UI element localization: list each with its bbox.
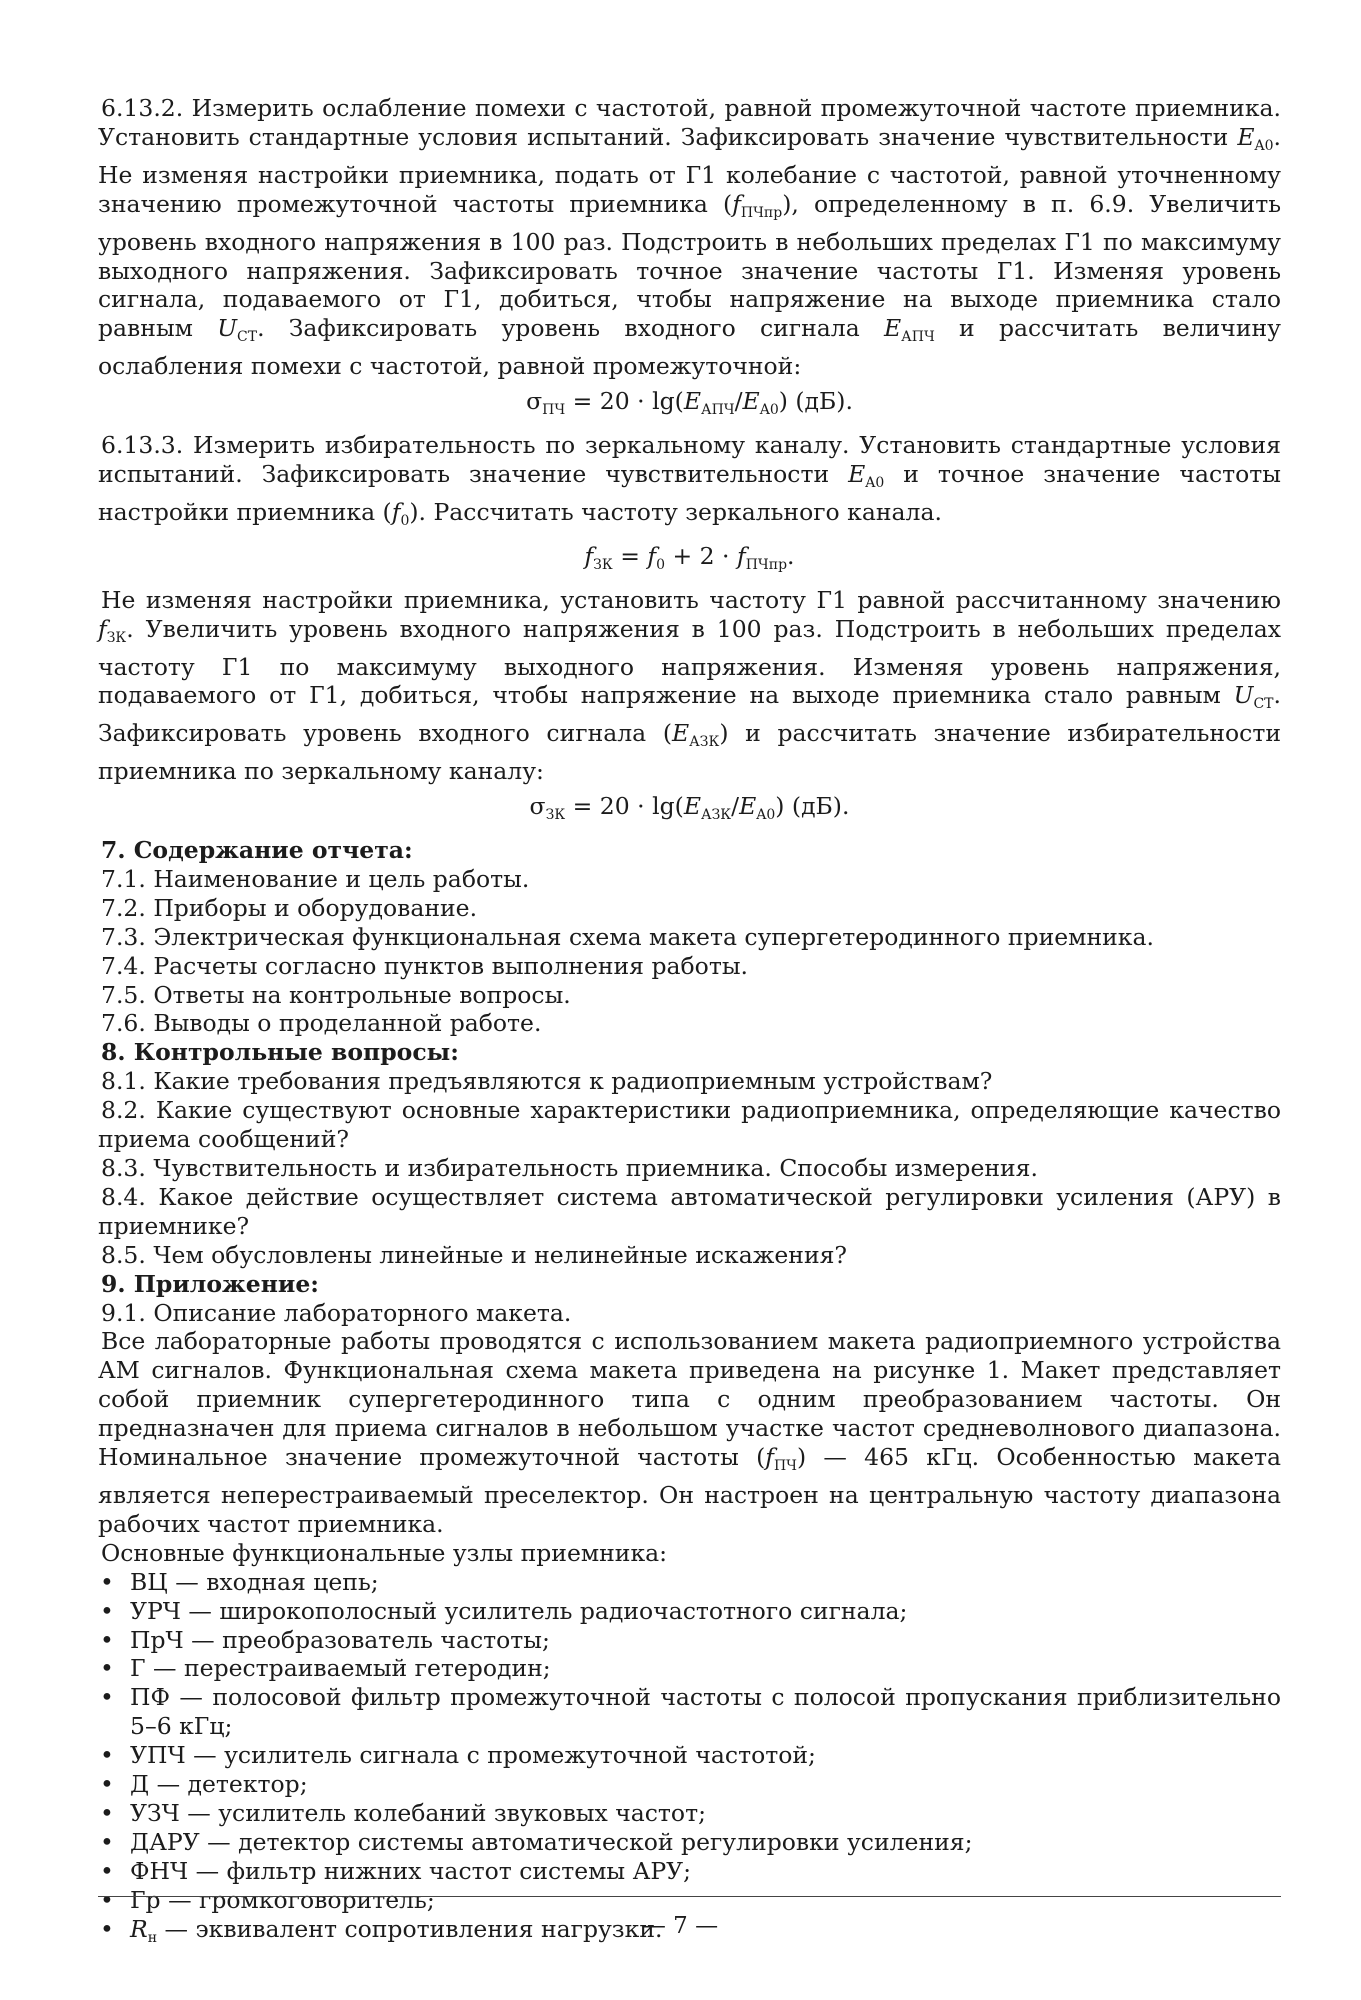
question-item: 8.5. Чем обусловлены линейные и нелинейные искажения? [101,1240,848,1269]
formula-f-zk: $f_{ЗК} = f_0 + 2 \cdot f_{ПЧпр}$. [584,541,795,573]
list-item: • Гр — громкоговоритель; [98,1886,1281,1915]
list-item: • УПЧ — усилитель сигнала с промежуточной частотой; [98,1741,1281,1770]
appendix-subheading: 9.1. Описание лабораторного макета. [101,1298,572,1327]
questions-heading: 8. Контрольные вопросы: [101,1038,459,1067]
list-item: • ПрЧ — преобразователь частоты; [98,1626,1281,1655]
list-item: • $R_н$ — эквивалент сопротивления нагрузки. [98,1915,1281,1953]
paragraph-6-13-3-continued: Не изменяя настройки приемника, установить частоту Г1 равной рассчитанному значению $f_{ЗК}$. Увеличить уровень входного напряжения в 100 раз. Подстроить в небольших пределах частоту Г1 по максимуму выходного напряжения. Изменяя уровень напряжения, подаваемого от Г1, добиться, чтобы напряжение на выходе приемника стало равным $U_{СТ}$. Зафиксировать уровень входного сигнала $(E_{АЗК})$ и рассчитать значение избирательности приемника по зеркальному каналу: [98,585,1281,786]
footer-rule [98,1896,1281,1897]
list-item: • Г — перестраиваемый гетеродин; [98,1654,1281,1683]
formula-sigma-zk: $\sigma_{ЗК} = 20 \cdot \lg(E_{АЗК}/E_{A0})$ (дБ). [529,792,850,824]
report-item: 7.1. Наименование и цель работы. [101,864,530,893]
list-item: • ФНЧ — фильтр нижних частот системы АРУ; [98,1857,1281,1886]
list-item: • ПФ — полосовой фильтр промежуточной частоты с полосой пропускания приблизительно 5–6 кГц; [98,1683,1281,1741]
list-item: • ВЦ — входная цепь; [98,1568,1281,1597]
question-item: 8.4. Какое действие осуществляет система автоматической регулировки усиления (АРУ) в приемнике? [98,1182,1281,1240]
page-number: — 7 — [642,1913,719,1939]
paragraph-6-13-3: 6.13.3. Измерить избирательность по зеркальному каналу. Установить стандартные условия испытаний. Зафиксировать значение чувствительности $E_{A0}$ и точное значение частоты настройки приемника $(f_0)$. Рассчитать частоту зеркального канала. [98,431,1281,529]
appendix-paragraph: Все лабораторные работы проводятся с использованием макета радиоприемного устройства АМ сигналов. Функциональная схема макета приведена на рисунке 1. Макет представляет собой приемник супергетеродинного типа с одним преобразованием частоты. Он предназначен для приема сигналов в небольшом участке частот средневолнового диапазона. Номинальное значение промежуточной частоты $(f_{ПЧ})$ — 465 кГц. Особенностью макета является неперестраиваемый преселектор. Он настроен на центральную частоту диапазона рабочих частот приемника. [98,1327,1281,1538]
question-item: 8.3. Чувствительность и избирательность приемника. Способы измерения. [101,1154,1038,1182]
report-item: 7.2. Приборы и оборудование. [101,893,478,922]
report-item: 7.3. Электрическая функциональная схема макета супергетеродинного приемника. [101,922,1154,951]
question-item: 8.2. Какие существуют основные характеристики радиоприемника, определяющие качество приема сообщений? [98,1096,1281,1154]
page-content [98,94,1281,1952]
formula-sigma-pch: $\sigma_{ПЧ} = 20 \cdot \lg(E_{АПЧ}/E_{A0})$ (дБ). [526,387,853,419]
report-item: 7.6. Выводы о проделанной работе. [101,1009,542,1038]
list-item: • Д — детектор; [98,1770,1281,1799]
report-item: 7.5. Ответы на контрольные вопросы. [101,980,571,1009]
list-item: • УЗЧ — усилитель колебаний звуковых частот; [98,1799,1281,1828]
report-item: 7.4. Расчеты согласно пунктов выполнения работы. [101,951,748,980]
report-heading: 7. Содержание отчета: [101,836,413,865]
list-item: • УРЧ — широкополосный усилитель радиочастотного сигнала; [98,1597,1281,1626]
units-list [98,1568,1281,1953]
units-intro: Основные функциональные узлы приемника: [101,1538,668,1567]
appendix-heading: 9. Приложение: [101,1269,319,1298]
list-item: • ДАРУ — детектор системы автоматической регулировки усиления; [98,1828,1281,1857]
paragraph-6-13-2: 6.13.2. Измерить ослабление помехи с частотой, равной промежуточной частоте приемника. Установить стандартные условия испытаний. Зафиксировать значение чувствительности $E_{A0}$. Не изменяя настройки приемника, подать от Г1 колебание с частотой, равной уточненному значению промежуточной частоты приемника $(f_{ПЧпр})$, определенному в п. 6.9. Увеличить уровень входного напряжения в 100 раз. Подстроить в небольших пределах Г1 по максимуму выходного напряжения. Зафиксировать точное значение частоты Г1. Изменяя уровень сигнала, подаваемого от Г1, добиться, чтобы напряжение на выходе приемника стало равным $U_{СТ}$. Зафиксировать уровень входного сигнала $E_{АПЧ}$ и рассчитать величину ослабления помехи с частотой, равной промежуточной: [98,94,1281,381]
question-item: 8.1. Какие требования предъявляются к радиоприемным устройствам? [101,1067,993,1096]
